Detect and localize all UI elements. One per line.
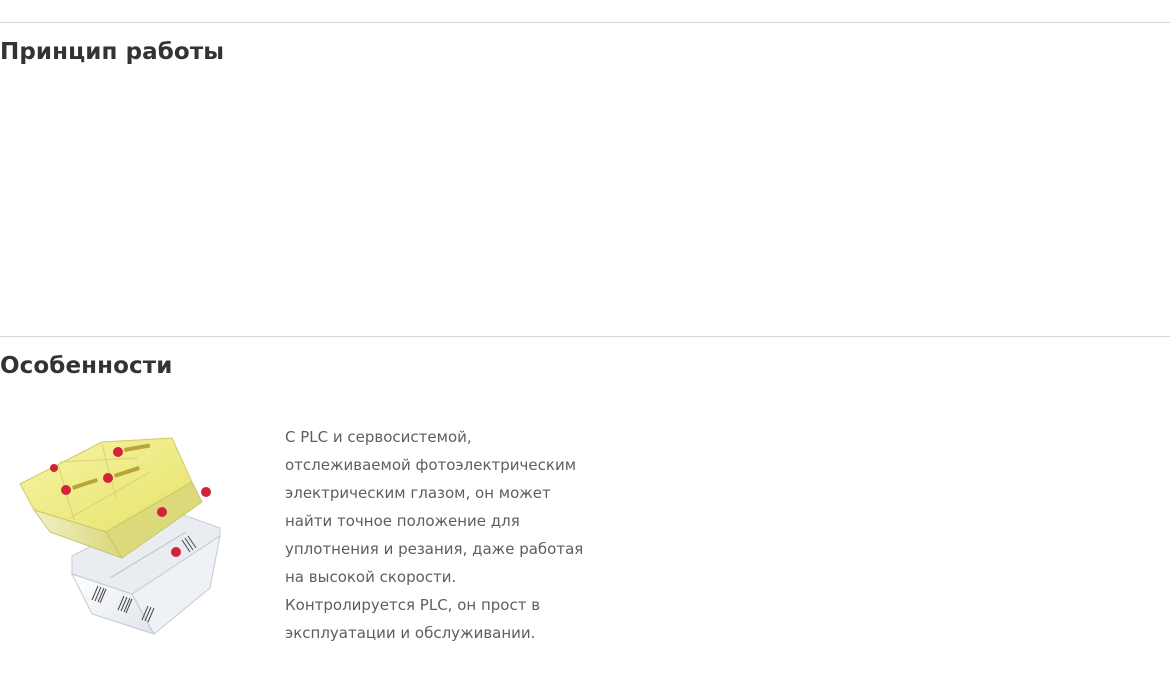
features-description-paragraph-1: С PLC и сервосистемой, отслеживаемой фотоэлектрическим электрическим глазом, он может найти точное положение для уплотнения и резания, даже работая на высокой скорости.: [285, 428, 584, 586]
features-description: [285, 423, 595, 647]
section-title-principle: Принцип работы: [0, 39, 225, 65]
section-divider-features: [0, 336, 1170, 337]
features-description-paragraph-2: Контролируется PLC, он прост в эксплуатации и обслуживании.: [285, 596, 541, 642]
section-title-features: Особенности: [0, 353, 173, 379]
product-boxes-image: [14, 428, 226, 638]
section-divider-top: [0, 22, 1170, 23]
